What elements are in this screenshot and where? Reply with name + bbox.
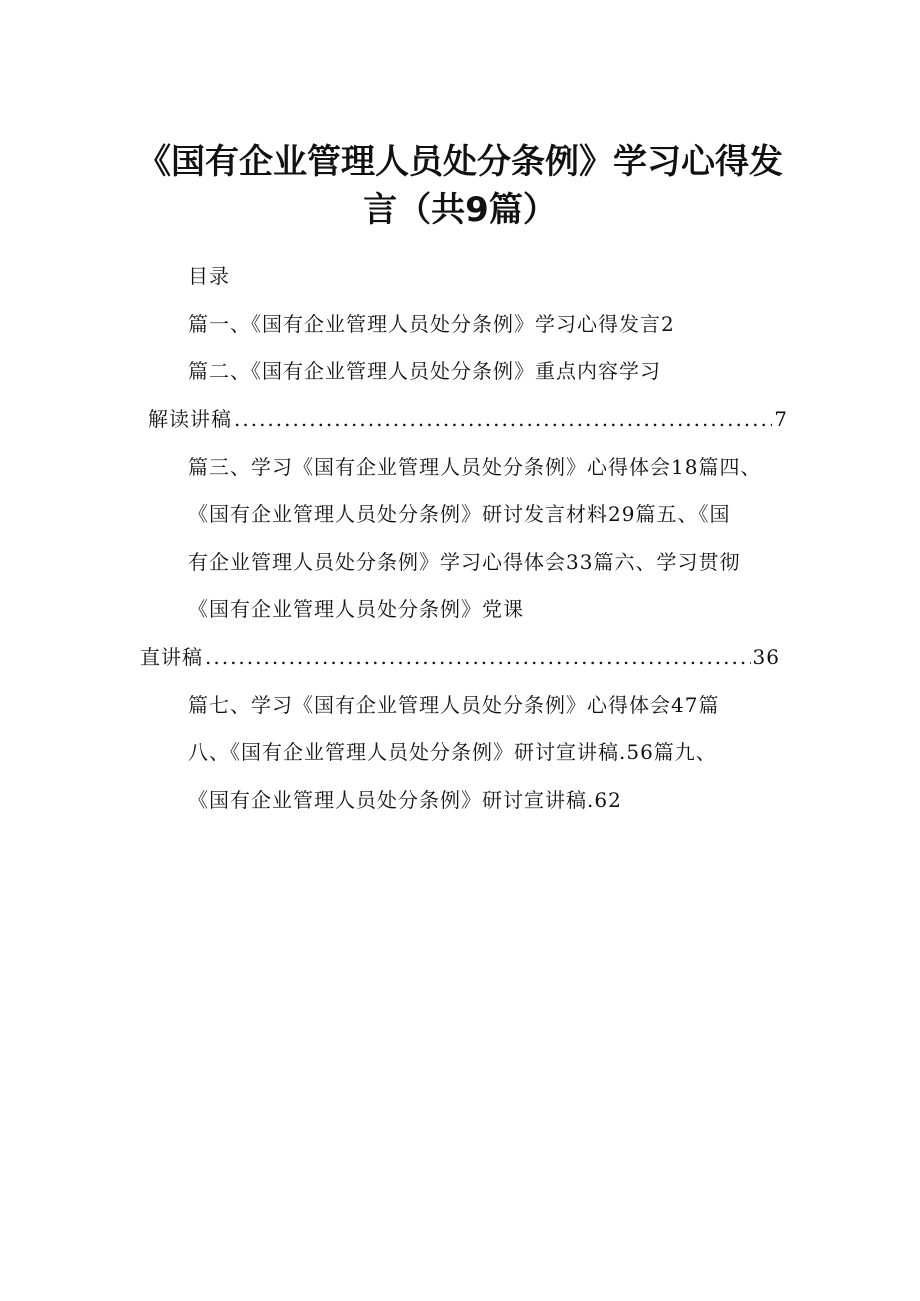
toc-line-8[interactable] <box>140 643 780 671</box>
toc-line-3[interactable] <box>148 405 788 433</box>
toc-line-11[interactable]: 《国有企业管理人员处分条例》研讨宣讲稿.62 <box>188 788 622 812</box>
toc-line-7[interactable]: 《国有企业管理人员处分条例》党课 <box>188 597 524 621</box>
toc-line-4[interactable]: 篇三、学习《国有企业管理人员处分条例》心得体会18篇四、 <box>188 455 762 479</box>
toc-label: 目录 <box>188 264 230 288</box>
toc-leader-dots <box>205 643 751 671</box>
toc-line-10[interactable]: 八、《国有企业管理人员处分条例》研讨宣讲稿.56篇九、 <box>188 740 717 764</box>
toc-line-8-text: 直讲稿 <box>140 645 203 669</box>
toc-line-3-text: 解读讲稿 <box>148 407 232 431</box>
toc-leader-dots <box>234 405 772 433</box>
toc-line-8-page: 36 <box>752 645 780 669</box>
toc-line-1[interactable]: 篇一、《国有企业管理人员处分条例》学习心得发言2 <box>188 312 675 336</box>
toc-line-3-page: 7 <box>774 407 788 431</box>
toc-line-5[interactable]: 《国有企业管理人员处分条例》研讨发言材料29篇五、《国 <box>188 502 731 526</box>
toc-line-2[interactable]: 篇二、《国有企业管理人员处分条例》重点内容学习 <box>188 359 661 383</box>
toc-line-9[interactable]: 篇七、学习《国有企业管理人员处分条例》心得体会47篇 <box>188 693 720 717</box>
document-title-line1: 《国有企业管理人员处分条例》学习心得发 <box>137 142 783 182</box>
toc-line-6[interactable]: 有企业管理人员处分条例》学习心得体会33篇六、学习贯彻 <box>188 550 741 574</box>
document-title-line2: 言（共9篇） <box>363 190 557 230</box>
